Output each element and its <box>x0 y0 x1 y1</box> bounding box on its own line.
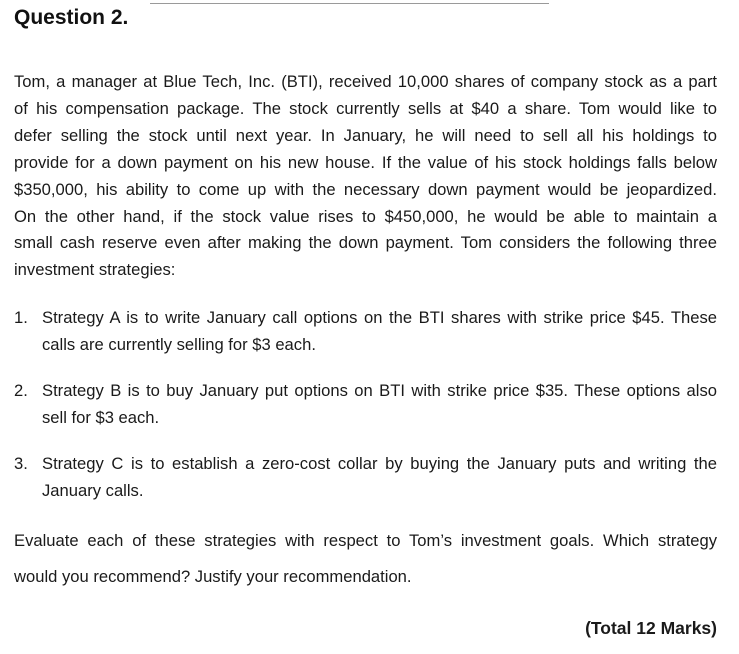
strategy-item-b <box>14 378 717 432</box>
strategy-line: sell for $3 each. <box>42 407 160 427</box>
intro-line: On the other hand, if the stock value rises to $450,000, he would be able to maintain a <box>14 206 717 226</box>
intro-line: Tom, a manager at Blue Tech, Inc. (BTI), received 10,000 shares of company stock as a part <box>14 72 717 91</box>
intro-paragraph <box>14 69 717 284</box>
question-heading <box>14 4 128 34</box>
top-divider <box>150 3 549 4</box>
intro-line: investment strategies: <box>14 260 176 280</box>
strategy-line: January calls. <box>42 480 144 500</box>
strategy-number: 3. <box>14 453 28 473</box>
strategy-item-c <box>14 451 717 505</box>
intro-line: small cash reserve even after making the down payment. Tom considers the following three <box>14 233 717 253</box>
strategy-line: calls are currently selling for $3 each. <box>42 334 316 354</box>
strategy-list <box>14 305 717 523</box>
intro-line: provide for a down payment on his new house. If the value of his stock holdings falls below <box>14 152 717 172</box>
question-title: Question 2. <box>14 6 129 29</box>
total-marks: (Total 12 Marks) <box>585 618 717 638</box>
intro-line: of his compensation package. The stock currently sells at $40 a share. Tom would like to <box>14 98 717 118</box>
task-paragraph <box>14 523 717 595</box>
strategy-line: Strategy C is to establish a zero-cost collar by buying the January puts and writing the <box>42 453 717 473</box>
strategy-line: Strategy B is to buy January put options on BTI with strike price $35. These options also <box>42 380 717 400</box>
intro-line: $350,000, his ability to come up with the necessary down payment would be jeopardized. <box>14 179 717 199</box>
strategy-line: Strategy A is to write January call options on the BTI shares with strike price $45. These <box>42 308 717 327</box>
strategy-item-a <box>14 305 717 359</box>
intro-line: defer selling the stock until next year. In January, he will need to sell all his holdings to <box>14 125 717 145</box>
task-line: would you recommend? Justify your recommendation. <box>14 567 412 586</box>
task-line: Evaluate each of these strategies with respect to Tom’s investment goals. Which strategy <box>14 531 717 550</box>
strategy-number: 2. <box>14 380 28 400</box>
strategy-number: 1. <box>14 308 28 327</box>
